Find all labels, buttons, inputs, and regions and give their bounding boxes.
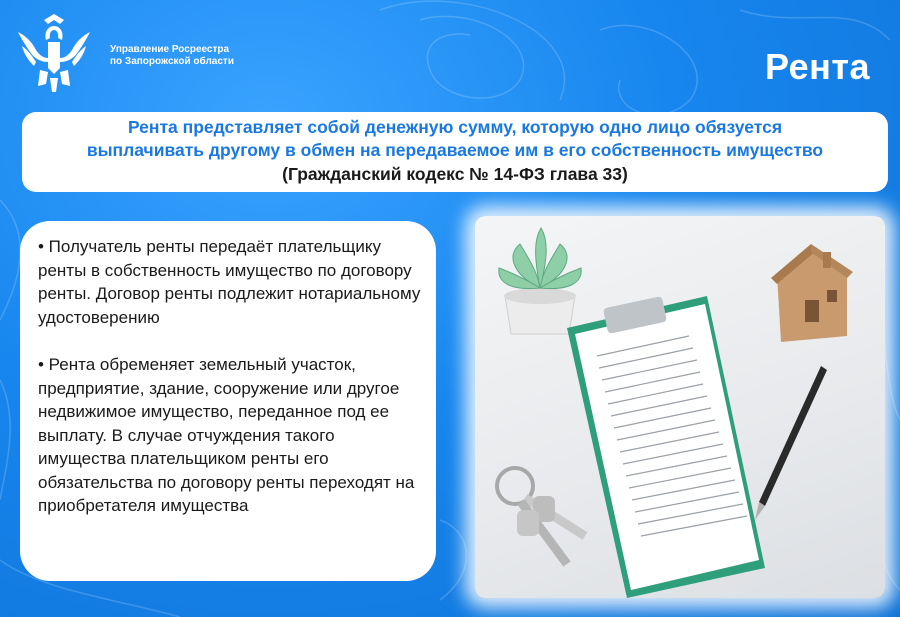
definition-source: (Гражданский кодекс № 14-ФЗ глава 33) [282,164,628,184]
org-line-1: Управление Росреестра [110,44,230,55]
organization-name [110,44,234,68]
contract-illustration [475,216,885,598]
succulent-plant [499,228,581,334]
clipboard [567,296,765,598]
bullet-list-panel [20,221,436,581]
definition-line-2: выплачивать другому в обмен на передаваемое им в его собственность имущество [86,140,824,160]
keys [497,468,585,564]
contract-clipboard-image [475,216,885,598]
bullet-item: • Получатель ренты передаёт плательщику ренты в собственность имущество по договору ренты. Договор ренты подлежит нотариальному удостоверению [38,237,421,327]
pen [755,366,827,520]
org-line-2: по Запорожской области [110,56,234,67]
wooden-house [771,244,853,342]
page-title: Рента [764,46,870,87]
definition-line-1: Рента представляет собой денежную сумму, которую одно лицо обязуется [127,117,783,137]
bullet-item: • Рента обременяет земельный участок, предприятие, здание, сооружение или другое недвижимое имущество, переданное под ее выплату. В случае отчуждения такого имущества плательщиком ренты его обязательства по договору ренты переходят на приобретателя имущества [38,355,415,515]
definition-panel [22,112,888,192]
rosreestr-emblem-icon [14,12,94,94]
